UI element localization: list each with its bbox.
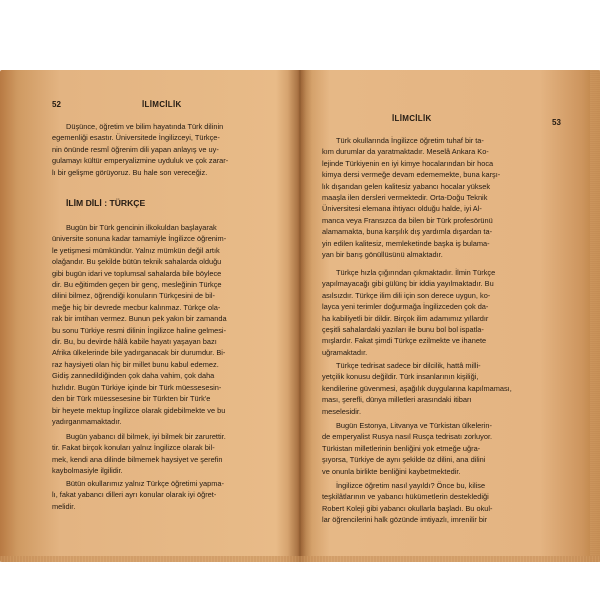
text-line: Bugün yabancı dil bilmek, iyi bilmek bir zarurettir. xyxy=(66,432,226,441)
text-line: Bütün okullarımız yalnız Türkçe öğretimi yapma- xyxy=(66,479,224,488)
text-line: ve onunla birlikte benliğini kaybetmektedir. xyxy=(322,466,461,476)
paragraph xyxy=(52,121,288,178)
text-line: Gidiş zannedildiğinden çok daha vahim, çok daha xyxy=(52,371,215,381)
text-line: Afrika ülkelerinde bile yadırganacak bir durumdur. Bi- xyxy=(52,348,226,358)
text-line: asılsızdır. Türkçe ilim dili için son derece uygun, ko- xyxy=(322,290,491,300)
paragraph xyxy=(322,360,564,417)
text-line: tir. Fakat birçok konuları yalnız İngilizce olarak bil- xyxy=(52,443,215,453)
right-page xyxy=(300,70,600,562)
text-line: dilini bilmez, öğrendiği konuların Türkçesini de bil- xyxy=(52,291,215,301)
text-line: bir heyete mektup İngilizce olarak gidebilmekte ve bu xyxy=(52,405,226,415)
page-number: 52 xyxy=(52,100,61,109)
text-line: uğramaktadır. xyxy=(322,347,368,357)
text-line: çeşitli sahalardaki yazıları ile bunu bol bol ispatla- xyxy=(322,325,484,335)
text-line: egemenliği esastır. Üniversitede İngilizceyi, Türkçe- xyxy=(52,133,220,143)
text-line: lı bir gelişme görüyoruz. Bu hale son vereceğiz. xyxy=(52,167,208,177)
paragraph xyxy=(322,267,564,358)
text-line: yadırganmamaktadır. xyxy=(52,416,122,426)
text-line: Bugün bir Türk gencinin ilkokuldan başlayarak xyxy=(66,223,217,232)
text-line: raz haysiyeti olan hiç bir millet bunu kabul edemez. xyxy=(52,359,219,369)
text-line: İngilizce öğretim nasıl yayıldı? Önce bu, kilise xyxy=(336,481,486,490)
text-line: teşkilâtlarının ve yabancı hükümetlerin desteklediği xyxy=(322,492,489,502)
text-line: olağandır. Bu şekilde bütün teknik sahalarda olduğu xyxy=(52,257,222,267)
text-line: gulamayı kültür emperyalizmine uyduluk ve çok zarar- xyxy=(52,156,229,166)
text-line: dir. Bu, bu devirde hâlâ kabile hayatı yaşayan bazı xyxy=(52,337,217,347)
text-line: Türk okullarında İngilizce öğretim tuhaf bir ta- xyxy=(336,136,484,145)
text-line: meğe hiç bir devrede mecbur kalınmaz. Türkçe ola- xyxy=(52,302,221,312)
text-line: bu sonu Türkiye resmi dilinin İngilizce haline gelmesi- xyxy=(52,325,227,335)
text-line: kendilerine güvenmesi, aşağılık duygularına kapılmaması, xyxy=(322,383,512,393)
text-line: kaybolmasiyle ilgilidir. xyxy=(52,466,123,476)
text-line: lar öğrencilerini halk gözünde imtiyazlı, imrenilir bir xyxy=(322,515,488,525)
text-line: kım durumlar da yaratmaktadır. Meselâ Ankara Ko- xyxy=(322,147,489,157)
page-edges xyxy=(590,70,600,562)
text-line: lık dışarıdan gelen kalitesiz yabancı hocalar yüksek xyxy=(322,181,491,191)
text-line: meselesidir. xyxy=(322,406,362,416)
text-line: kimya dersi vermeğe devam edememekte, buna karşı- xyxy=(322,170,501,180)
text-line: manca veya Fransızca da bilen bir Türk profesörünü xyxy=(322,215,493,225)
paragraph xyxy=(52,478,288,512)
text-line: üniversite sonuna kadar tamamiyle İngilizce öğrenim- xyxy=(52,234,227,244)
paragraph xyxy=(322,135,564,260)
text-line: mışlardır. Fakat şimdi Türkçe ezilmekte ve ihanete xyxy=(322,336,487,346)
book-gutter xyxy=(288,70,312,562)
text-line: Türkistan milletlerinin benliğini yok etmeğe uğra- xyxy=(322,443,481,453)
text-line: dir. Bu eğitimden geçen bir genç, mesleğinin Türkçe xyxy=(52,280,222,290)
text-line: alamamakta, buna karşılık dış yardımla dışardan ta- xyxy=(322,227,493,237)
text-line: yapılmayacağı gibi gülünç bir iddia yayılmaktadır. Bu xyxy=(322,279,494,289)
text-line: gibi bugün idari ve toplumsal sahalarda bile böylece xyxy=(52,268,222,278)
paragraph xyxy=(322,420,564,477)
text-line: lejinde Türkiyenin en iyi kimye hocalarından bir hoca xyxy=(322,158,494,168)
left-page xyxy=(0,70,300,562)
text-line: le yetişmesi mümkündür. Yalnız mümkün değil artık xyxy=(52,245,220,255)
text-line: mek, kendi ana dilinde bilmemek haysiyet ve şerefin xyxy=(52,454,223,464)
text-line: den bir Türk müessesesine bir Türkten bir Türk'e xyxy=(52,394,211,404)
text-line: rak bir imtihan vermez. Bunun pek yakın bir zamanda xyxy=(52,314,227,324)
paragraph xyxy=(322,480,564,526)
text-line: maaşla ilen dersleri vermektedir. Orta-Doğu Teknik xyxy=(322,193,488,203)
text-line: Düşünce, öğretim ve bilim hayatında Türk dilinin xyxy=(66,122,224,131)
text-line: yin edilen kalitesiz, memleketinde başka iş bulama- xyxy=(322,238,490,248)
text-line: layca yeni terimler doğurmağa İngilizceden çok da- xyxy=(322,302,489,312)
text-line: yetçilik konusu değildir. Türk insanlarının kişiliği, xyxy=(322,372,479,382)
text-line: ha kabiliyetli bir dildir. Birçok ilim adamımız yıllardır xyxy=(322,313,489,323)
paragraph xyxy=(52,431,288,477)
running-head: İLİMCİLİK xyxy=(392,114,432,123)
text-line: lı, fakat yabancı dilleri ayrı konular olarak iyi öğret- xyxy=(52,490,217,500)
text-line: Üniversitesi elemana ihtiyacı olduğu halde, iyi Al- xyxy=(322,204,482,214)
text-line: Bugün Estonya, Litvanya ve Türkistan ülkelerin- xyxy=(336,421,492,430)
text-line: hızlıdır. Bugün Türkiye içinde bir Türk müessesesin- xyxy=(52,382,222,392)
page-edges-bottom xyxy=(0,556,600,562)
text-line: Robert Koleji gibi yabancı okullarla başladı. Bu okul- xyxy=(322,503,493,513)
text-line: Türkçe hızla çığırından çıkmaktadır. İlmin Türkçe xyxy=(336,268,496,277)
text-line: melidir. xyxy=(52,501,76,511)
running-head: İLİMCİLİK xyxy=(142,100,182,109)
text-line: Türkçe tedrisat sadece bir dilcilik, hattâ milli- xyxy=(336,361,481,370)
section-heading: İLİM DİLİ : TÜRKÇE xyxy=(66,198,146,208)
text-line: nin önünde resmî öğrenim dili yapan anlayış ve uy- xyxy=(52,144,219,154)
open-book xyxy=(0,70,600,562)
text-line: şıyorsa, Türkiye de aynı şekilde öz dilini, ana dilini xyxy=(322,455,486,465)
paragraph xyxy=(52,222,288,427)
text-line: ması, şerefli, dünya milletleri arasındaki itibarı xyxy=(322,395,472,405)
text-line: de emperyalist Rusya nasıl Rusça tedrisatı zorluyor. xyxy=(322,432,493,442)
page-number: 53 xyxy=(552,118,561,127)
text-line: yan bir barış gönüllüsünü almaktadır. xyxy=(322,250,443,260)
